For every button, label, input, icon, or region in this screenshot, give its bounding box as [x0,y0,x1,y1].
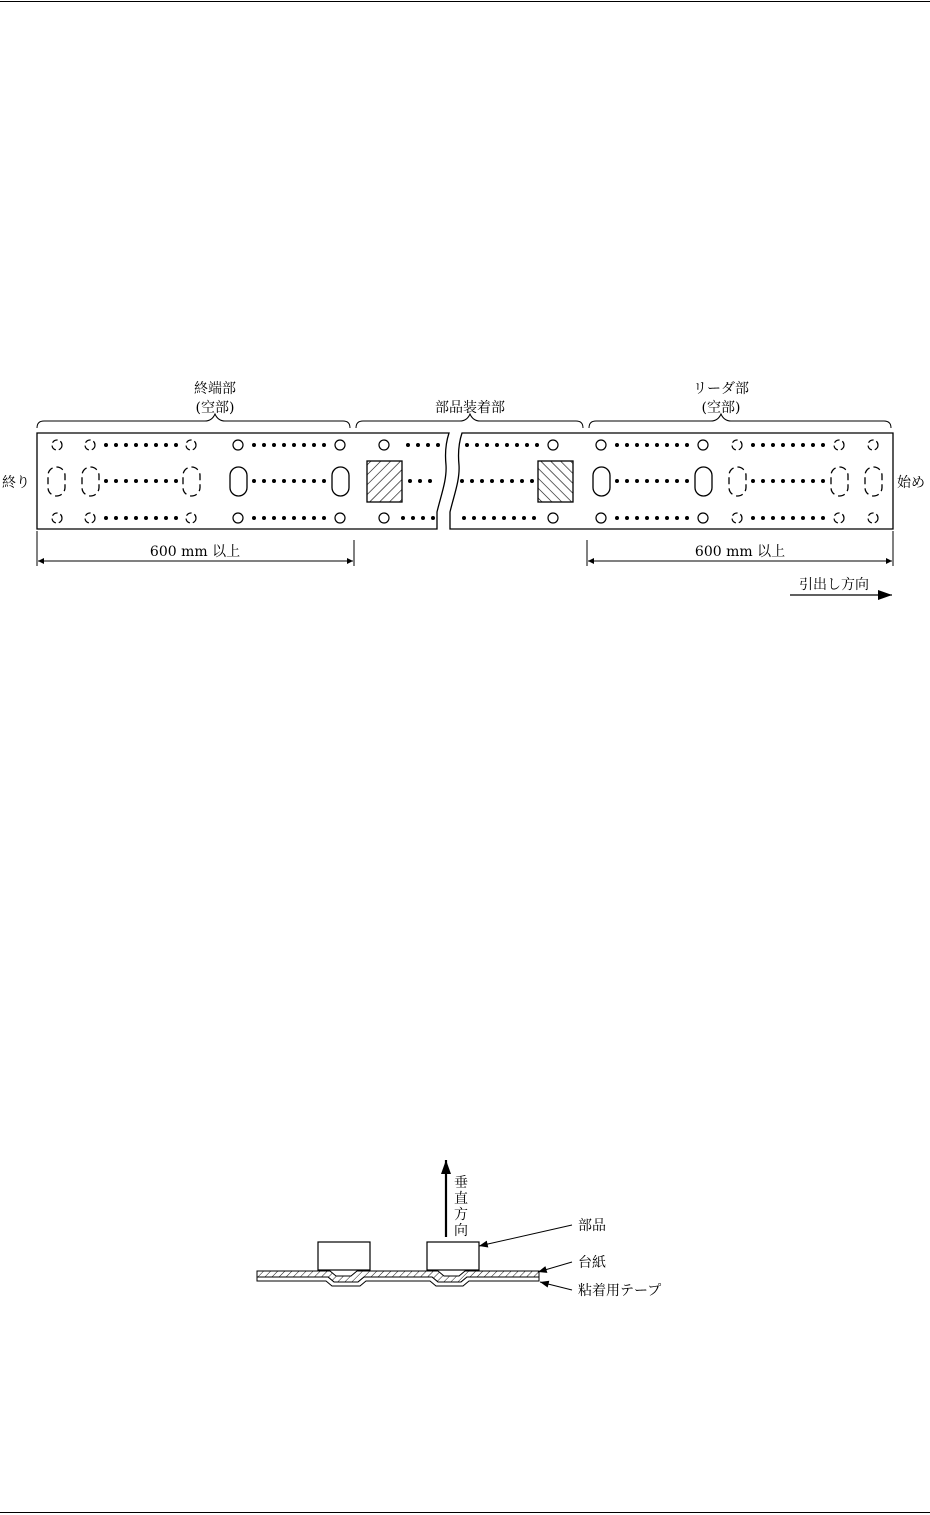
component-label: 部品 [578,1218,606,1234]
vertical-label-4: 向 [454,1223,468,1239]
tape-diagram [0,0,930,640]
mounted-component-right [538,461,573,502]
dim-left-label: 600 mm 以上 [149,544,241,560]
adhesive-tape-label: 粘着用テープ [578,1283,662,1299]
end-section-label: 終端部 [194,381,236,397]
dim-right-label: 600 mm 以上 [694,544,786,560]
leader-section-sub-label: (空部) [701,400,741,416]
component-left [318,1242,370,1270]
tape-right-half [450,433,893,529]
bottom-rule [0,1512,930,1513]
carrier-strip [257,1271,539,1282]
carrier-leader [538,1262,572,1272]
pull-direction-label: 引出し方向 [799,577,869,593]
end-section-brace [37,414,350,428]
end-side-label: 終り [2,475,30,491]
mounted-component-left [367,461,402,502]
adhesive-leader [540,1282,572,1290]
vertical-label-1: 垂 [454,1175,468,1191]
vertical-label-3: 方 [454,1207,468,1223]
end-section-sub-label: (空部) [195,400,235,416]
mount-section-label: 部品装着部 [435,400,505,416]
start-side-label: 始め [897,475,925,491]
component-leader [479,1225,572,1246]
carrier-label: 台紙 [578,1255,606,1271]
leader-section-label: リーダ部 [693,381,749,397]
vertical-label-2: 直 [454,1191,468,1207]
adhesive-tape [257,1277,539,1286]
leader-section-brace [589,414,891,428]
mount-section-brace [356,414,583,428]
component-right [427,1242,479,1270]
